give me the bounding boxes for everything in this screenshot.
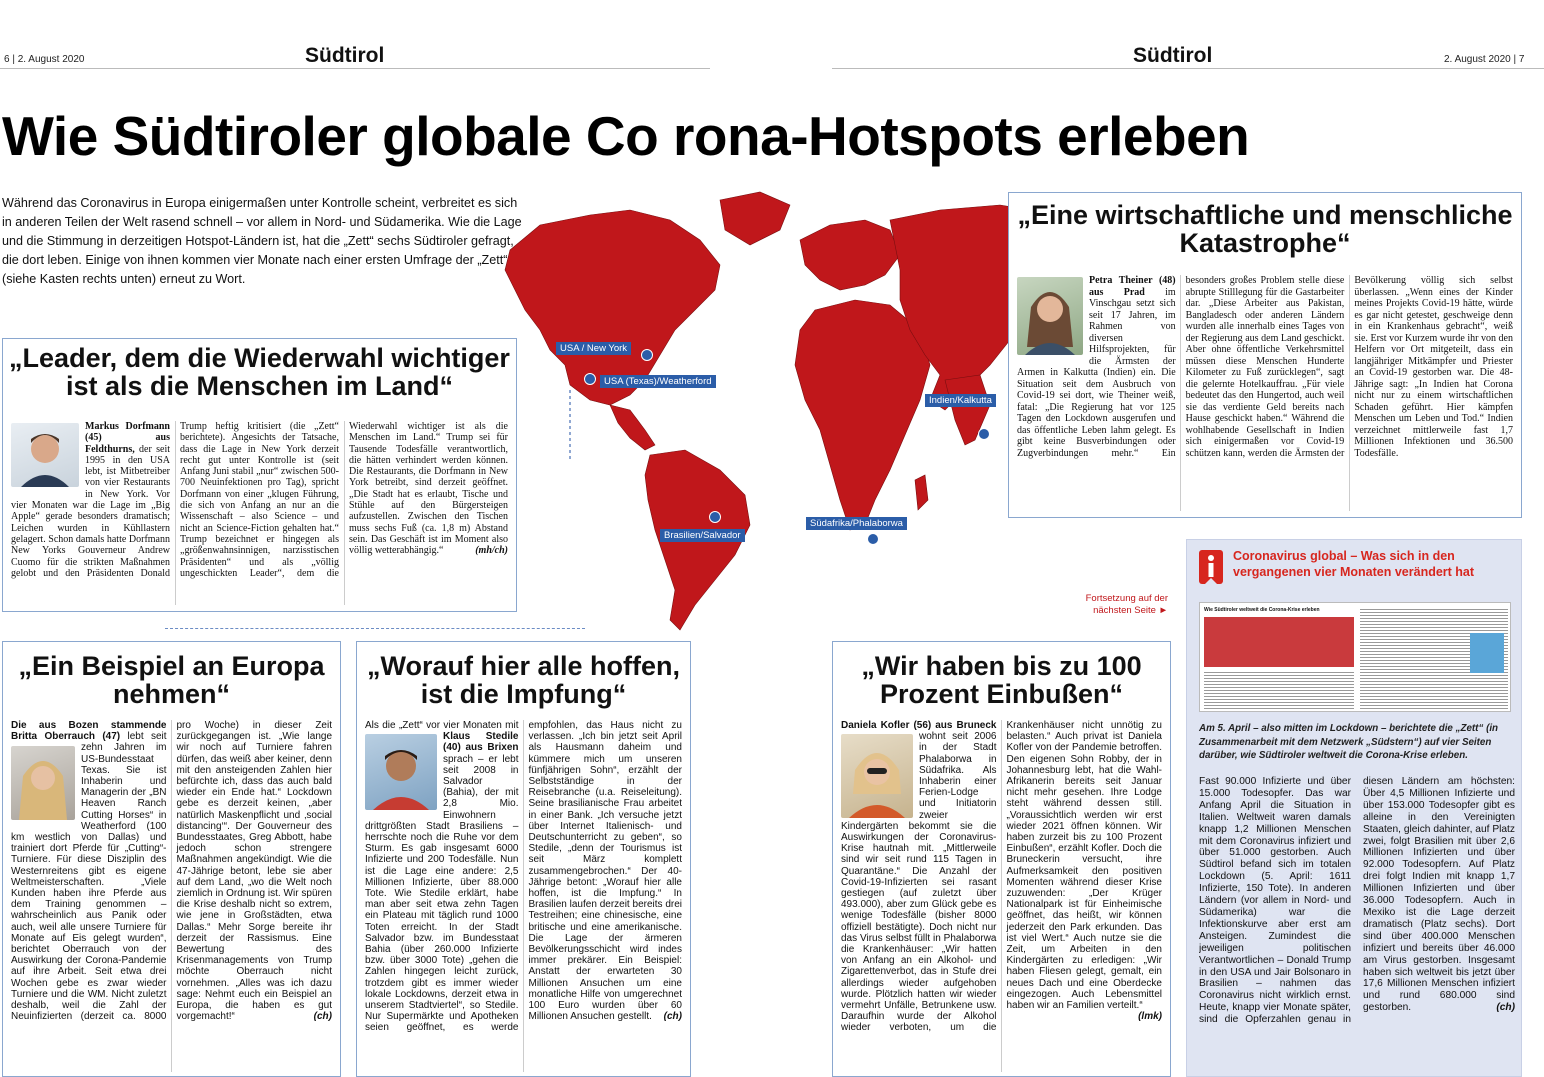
story-lead-leader: Markus Dorfmann (45) aus Feldthurns, — [85, 421, 170, 455]
portrait-dorfmann — [11, 423, 79, 487]
story-box-katastrophe — [1008, 192, 1522, 518]
story-signature-einbussen: (lmk) — [1138, 1011, 1162, 1023]
portrait-oberrauch — [11, 746, 75, 820]
story-title-impfung: „Worauf hier alle hoffen, ist die Impfung“ — [366, 651, 681, 710]
story-text-impfung: sprach – er lebt seit 2008 in Salvador (Bahia), der mit 2,8 Mio. Einwohnern drittgrößten Stadt Brasiliens – herrschte noch die Ruhe vor dem Sturm. Es gab insgesamt 6000 Infizierte und 200 Todesfälle. Nun ist die Lage eine andere: 2,5 Millionen Infizierte, über 88.000 Tote. Wie Stedile erklärt, habe man aber seit etwa zehn Tagen ein Plateau mit täglich rund 1000 Toten erreicht. In der Stadt Salvador bzw. im Bundesstaat Bahia (über 260.000 Infizierte bzw. über 3000 Tote) „gehen die Zahlen hingegen leicht zurück, trotzdem gibt es immer wieder lokale Lockdowns, derzeit etwa in unserem Stadtviertel“, so Stedile. Nur Supermärkte und Apotheken seien geöffnet, es werde empfohlen, das Haus nicht zu verlassen. „Ich bin jetzt seit April als Hausmann daheim und kümmere mich um unseren fünfjährigen Sohn“, erzählt der Selbstständige in der Reisebranche (u.a. Reiseleitung). Seine brasilianische Frau arbeitet in einer Bank. „Ich versuche jetzt über Internet Italienisch- und Deutschunterricht zu geben“, so Stedile, „denn der Tourismus ist seit März komplett zusammengebrochen.“ Der 40-Jährige betont: „Worauf hier alle hoffen, ist die Impfung.“ In Brasilien laufen derzeit bereits drei Testreihen; eine chinesische, eine britische und eine amerikanische. Die Lage der ärmeren Bevölkerungsschicht wird indes immer prekärer. Ein Beispiel: Anstatt der erwarteten 30 Millionen Ansuchen um eine monatliche Hilfe von umgerechnet 100 Euro wurden über 60 Millionen Ansuchen gestellt. — [365, 720, 682, 1034]
story-title-katastrophe: „Eine wirtschaftliche und menschliche Katastrophe“ — [1017, 200, 1513, 259]
story-title-leader: „Leader, dem die Wiederwahl wichtiger ist als die Menschen im Land“ — [9, 343, 510, 402]
info-box-title: Coronavirus global – Was sich in den vergangenen vier Monaten verändert hat — [1233, 549, 1475, 579]
continuation-note[interactable]: Fortsetzung auf der nächsten Seite ► — [1085, 593, 1168, 616]
header-rule-left — [0, 68, 710, 69]
story-box-leader — [2, 338, 517, 612]
madagascar-shape — [915, 475, 928, 510]
info-box-body: Fast 90.000 Infizierte und über 15.000 Todesopfer. Das war Anfang April die Situation in Italien. Weltweit waren damals knapp 1,2 Millionen Menschen mit dem Coronavirus infiziert und über 51.000 gestorben. Auch Südtirol befand sich im totalen Lockdown (5. April: 1611 Infizierte, 150 Tote). In anderen Ländern (vor allem in Nord- und Südamerika) war die Infektionskurve aber erst am Ansteigen. Zumindest die jeweiligen politischen Verantwortlichen – Donald Trump in den USA und Jair Bolsonaro in Brasilien – nahmen das Coronavirus nicht wirklich ernst. Heute, knapp vier Monate später, sind die Opferzahlen genau in diesen Ländern am höchsten: Über 4,5 Millionen Infizierte und über 153.000 Todesopfer gibt es alleine in den Vereinigten Staaten, gleich dahinter, auf Platz zwei, folgt Brasilien mit über 2,6 Millionen Infizierten und über 92.000 Todesopfern. Auf Platz drei folgt Indien mit knapp 1,7 Millionen Infizierten und über 36.000 Todesopfern. Auch in Mexiko ist die Lage derzeit dramatisch (Platz sechs). Dort sind über 400.000 Menschen infiziert und bereits über 46.000 am Virus gestorben. Insgesamt haben sich weltweit bis jetzt über 17,6 Millionen Menschen infiziert und rund 680.000 sind gestorben. — [1199, 776, 1515, 1026]
portrait-stedile — [365, 734, 437, 810]
story-lead-katastrophe: Petra Theiner (48) aus Prad — [1089, 275, 1176, 298]
story-body-europa — [3, 718, 340, 1074]
story-title-europa: „Ein Beispiel an Europa nehmen“ — [18, 651, 325, 710]
story-signature-leader: (mh/ch) — [475, 545, 508, 557]
map-label-kalkutta: Indien/Kalkutta — [925, 394, 996, 407]
right-folio: 2. August 2020 | 7 — [1444, 54, 1525, 65]
story-lead-impfung: Klaus Stedile (40) aus Brixen — [443, 731, 519, 754]
portrait-theiner — [1017, 277, 1083, 355]
info-box-text — [1199, 776, 1515, 1072]
info-box — [1186, 539, 1522, 1077]
info-box-caption: Am 5. April – also mitten im Lockdown – berichtete die „Zett“ (in Zusammenarbeit mit dem Netzwerk „Südstern“) auf vier Seiten darüber, wie Südtiroler weltweit die Corona-Krise erleben. — [1199, 723, 1499, 761]
story-body-katastrophe — [1009, 273, 1521, 513]
right-section-title: Südtirol — [1133, 44, 1213, 67]
story-text-katastrophe: im Vinschgau setzt sich seit 17 Jahren, im Rahmen von diversen Hilfsprojekten, für die Ärmsten der Armen in Kalkutta (Indien) ein. Die Situation seit dem Ausbruch von Covid-19 sei dort, wie Theiner weiß, fatal: „Die Regierung hat vor 125 Tagen den Lockdown ausgerufen und das öffentliche Leben lahm gelegt. Es gibt keine Busverbindungen oder Zugverbindungen mehr.“ Ein besonders großes Problem stelle diese abrupte Stilllegung für die Gastarbeiter dar. „Diese Arbeiter aus Pakistan, Bangladesch oder anderen Ländern wurden alle innerhalb eines Tages von der Regierung aus dem Land geschickt. Aber ohne öffentliche Verkehrsmittel müssen diese Menschen Hunderte Kilometer zu Fuß zurücklegen“, sagt die gelernte Hotelkauffrau. „Für viele bedeutet das den Hungertod, auch weil sie das verdiente Geld bereits nach Hause geschickt haben.“ Während die wohlhabende Gesellschaft in Indien sich einigermaßen vor Covid-19 schützen kann, werden die Ärmsten der Bevölkerung völlig sich selbst überlassen. „Wenn eines der Kinder meines Projekts Covid-19 hätte, würde es gar nicht getestet, geschweige denn in ein Krankenhaus gebracht“, weiß sie. Erst vor Kurzem wurde ihr von den Helfern vor Ort mitgeteilt, dass ein langjähriger Mitkämpfer und Priester an Covid-19 gestorben war. Die 48-Jährige sagt: „In Indien hat Corona nicht nur zu einem wirtschaftlichen Schaden geführt. Hier kämpfen Menschen um Leben und Tod.“ Indien verzeichnet mittlerweile fast 1,7 Millionen Infektionen und 36.500 Todesfälle. — [1017, 275, 1513, 459]
story-text-einbussen: wohnt seit 2006 in der Stadt Phalaborwa in Südafrika. Als Inhaberin einer Ferien-Lodge und Initiatorin zweier Kindergärten bekommt sie die Auswirkungen der Coronavirus-Krise hautnah mit. „Mittlerweile sind wir seit rund 115 Tagen in Quarantäne.“ Die Anzahl der Covid-19-Infizierten sei rasant gestiegen (auf zuletzt über 493.000), aber zum Glück gebe es wenige Todesfälle (bisher 8000 offiziell bestätigte). Doch nicht nur das Virus selbst füllt in Phalaborwa die Krankenhäuser: „Wir hatten von Anfang an ein Alkohol- und Zigarettenverbot, das in Stufe drei allerdings wieder aufgehoben wurde. Plötzlich hatten wir wieder vermehrt Unfälle, Betrunkene usw. Daraufhin wurde der Alkohol wieder verboten, um die Krankenhäuser nicht unnötig zu belasten.“ Auch privat ist Daniela Kofler von der Pandemie betroffen. Den eigenen Sohn Robby, der in Johannesburg lebt, hat die Wahl-Afrikanerin bereits seit Januar nicht mehr gesehen. Ihre Lodge steht während dessen still. „Voraussichtlich werden wir erst wieder 2021 öffnen können. Wir haben zurzeit bis zu 100 Prozent Einbußen“, erzählt Kofler. Doch die Bruneckerin versucht, ihre Aufmerksamkeit den positiven Momenten während dieser Krise zuzuwenden: „Der Krüger Nationalpark ist für Einheimische geöffnet, das heißt, wir können jederzeit den Park erkunden. Das ist viel Wert.“ Auch nutze sie die Zeit, um Arbeiten in den Kindergärten zu erledigen: „Wir haben Fliesen gelegt, gemalt, ein neues Dach und eine Oberdecke eingezogen. Auch Lebensmittel haben wir an Familien verteilt.“ — [841, 720, 1162, 1034]
previous-pages-thumbnail[interactable] — [1199, 602, 1511, 712]
story-signature-europa: (ch) — [313, 1011, 332, 1023]
story-body-impfung — [357, 718, 690, 1074]
story-box-einbussen — [832, 641, 1171, 1077]
greenland-shape — [720, 192, 790, 245]
info-box-signature: (ch) — [1496, 1002, 1515, 1014]
main-headline: Wie Südtiroler globale Co rona-Hotspots erleben — [2, 105, 1250, 167]
story-box-europa — [2, 641, 341, 1077]
left-folio: 6 | 2. August 2020 — [4, 54, 85, 65]
map-label-phalaborwa: Südafrika/Phalaborwa — [806, 517, 907, 530]
map-label-newyork: USA / New York — [556, 342, 631, 355]
left-section-title: Südtirol — [305, 44, 385, 67]
story-body-leader — [3, 417, 516, 609]
intro-text: Während das Coronavirus in Europa einigermaßen unter Kontrolle scheint, verbreitet es sich in anderen Teilen der Welt rasend schnell – vor allem in Nord- und Südamerika. Wie die Lage und die Stimmung in derzeitigen Hotspot-Ländern ist, hat die „Zett“ sechs Südtiroler gefragt, die dort leben. Einige von ihnen kommen vier Monate nach einer ersten Umfrage der „Zett“ (siehe Kasten rechts unten) erneut zu Wort. — [2, 196, 522, 286]
header-rule-right — [832, 68, 1544, 69]
map-label-salvador: Brasilien/Salvador — [660, 529, 745, 542]
thumbnail-headline: Wie Südtiroler weltweit die Corona-Krise erleben — [1204, 607, 1320, 613]
story-body-einbussen — [833, 718, 1170, 1074]
map-label-texas: USA (Texas)/Weatherford — [600, 375, 716, 388]
map-marker-newyork[interactable] — [641, 349, 653, 361]
story-signature-impfung: (ch) — [663, 1011, 682, 1023]
story-lead-europa: Die aus Bozen stammende Britta Oberrauch (47) — [11, 720, 167, 743]
story-box-impfung — [356, 641, 691, 1077]
map-marker-salvador[interactable] — [709, 511, 721, 523]
central-america-shape — [610, 405, 655, 450]
connector-line — [165, 628, 585, 629]
map-marker-kalkutta[interactable] — [978, 428, 990, 440]
europe-shape — [800, 220, 900, 290]
story-title-einbussen: „Wir haben bis zu 100 Prozent Einbußen“ — [861, 651, 1142, 710]
story-pre-impfung: Als die „Zett“ vor vier Monaten mit — [365, 720, 519, 731]
map-marker-phalaborwa[interactable] — [867, 533, 879, 545]
story-lead-einbussen: Daniela Kofler (56) aus Bruneck — [841, 720, 997, 731]
portrait-kofler — [841, 734, 913, 818]
info-icon — [1199, 550, 1223, 584]
story-text-leader: der seit 1995 in den USA lebt, ist Mitbetreiber von vier Restaurants in New York. Vor vier Monaten war die Lage im „Big Apple“ gerade besonders dramatisch; Leichen wurden in Kühllastern gelagert. Schon damals hatte Dorfmann New Yorks Gouverneur Andrew Cuomo für die strikten Maßnahmen gelobt und den Präsidenten Donald Trump heftig kritisiert (die „Zett“ berichtete). Angesichts der Tatsache, dass die Lage in New York derzeit recht gut unter Kontrolle ist (seit Anfang Juni stabil „nur“ zwischen 500-700 Neuinfektionen pro Tag), spricht Dorfmann von einer „klugen Führung, die sich von Anfang an nur an die Wissenschaft – also Science – und nicht an Science-Fiction gehalten hat.“ Trump bezeichnet er hingegen als „größenwahnsinnigen, narzisstischen Präsidenten“ und als „völlig ungeschickten Leader“, dem die Wiederwahl wichtiger ist als die Menschen im Land.“ Trump sei für Tausende Todesfälle verantwortlich, die hätten verhindert werden können. Die Restaurants, die Dorfmann in New York betreibt, sind derzeit geöffnet. „Die Stadt hat es erlaubt, Tische und Stühle auf den Bürgersteigen aufzustellen. Zwischen den Tischen muss sechs Fuß (ca. 1,8 m) Abstand sein. Das Geschäft ist im Moment also völlig wetterabhängig.“ — [11, 421, 508, 579]
africa-shape — [795, 300, 930, 530]
story-text-europa: lebt seit zehn Jahren im US-Bundesstaat Texas. Sie ist Inhaberin und Managerin der „BN Heaven Ranch Cutting Horses“ in Weatherford (100 km westlich von Dallas) und trainiert dort Pferde für „Cutting“-Turniere. Für diese Disziplin des Westernreitens gibt es eigene Weltmeisterschaften. „Viele Kunden haben ihre Pferde aus dem Training genommen – wahrscheinlich aus Panik oder auch, weil alle unsere Turniere für Monate auf Eis gelegt wurden“, berichtet Oberrauch von der Auswirkung der Corona-Pandemie auf ihre Arbeit. Seit etwa drei Wochen gebe es zwar wieder Turniere und die WM. Nicht zuletzt deshalb, weil die Zahl der Neuinfizierten (derzeit ca. 8000 pro Woche) in dieser Zeit zurückgegangen ist. „Wie lange wir noch auf Turniere fahren dürfen, das weiß aber keiner, denn mit den ansteigenden Zahlen hier befürchte ich, dass das auch bald wieder ein Ende hat.“ Lockdown gebe es derzeit keinen, „aber natürlich Maskenpflicht und ‚social distancing‘“. Der Gouverneur des Bundesstaates, Greg Abbott, habe jedoch schon strengere Maßnahmen angekündigt. Wie die 47-Jährige betont, lebe sie aber auf dem Land, „wo die Welt noch ziemlich in Ordnung ist. Wir spüren die Krise deshalb nicht so extrem, wie jene in Großstädten, etwa Dallas.“ Mehr Sorge bereite ihr derzeit der Rassismus. Eine Bewertung des Krisenmanagements von Trump möchte Oberrauch nicht vornehmen. „Alles was ich dazu sage: Nehmt euch ein Beispiel an Europa, die haben es gut vorgemacht!“ — [11, 720, 332, 1023]
world-map — [470, 180, 1080, 640]
map-marker-texas[interactable] — [584, 373, 596, 385]
